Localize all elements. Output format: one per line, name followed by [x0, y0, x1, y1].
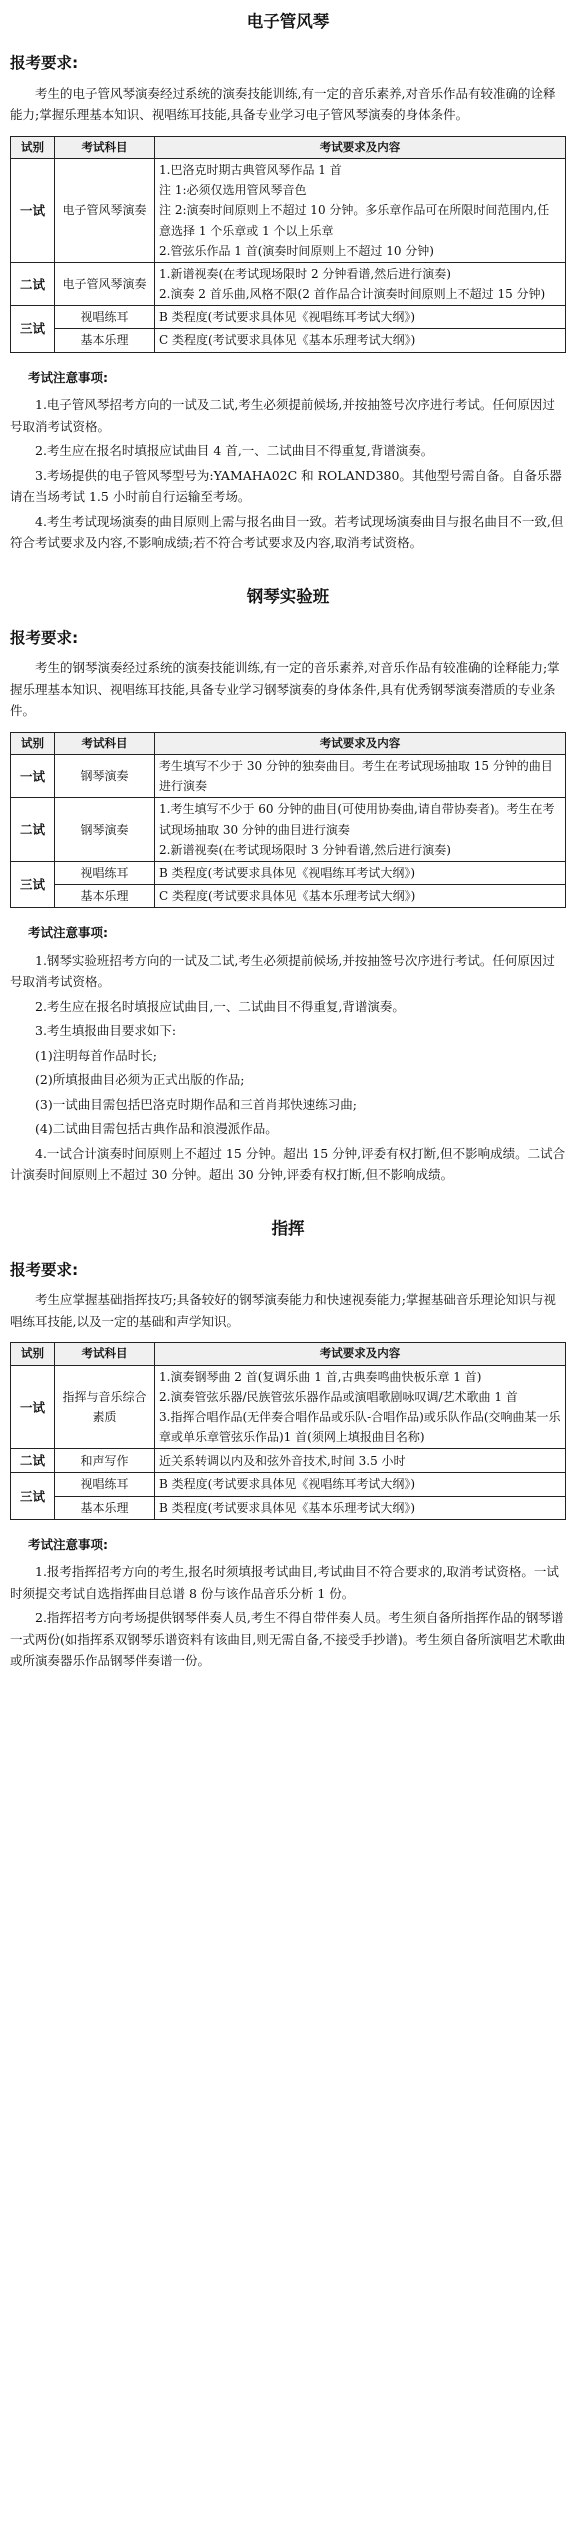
notes-heading: 考试注意事项: [28, 369, 108, 385]
note-item: (4)二试曲目需包括古典作品和浪漫派作品。 [35, 1121, 278, 1137]
round-cell: 三试 [11, 861, 55, 907]
requirement-line: 2.管弦乐作品 1 首(演奏时间原则上不超过 10 分钟) [159, 243, 434, 258]
note-item: 1.电子管风琴招考方向的一试及二试,考生必须提前候场,并按抽签号次序进行考试。任何原因过号取消考试资格。 [10, 397, 555, 434]
round-cell: 三试 [11, 306, 55, 352]
requirement-cell [155, 329, 566, 352]
requirement-line: 2.新谱视奏(在考试现场限时 3 分钟看谱,然后进行演奏) [159, 842, 451, 857]
exam-section [10, 10, 566, 575]
requirement-cell [155, 1365, 566, 1449]
requirement-line: 注 2:演奏时间原则上不超过 10 分钟。多乐章作品可在所限时间范围内,任意选择 1 个乐章或 1 个以上乐章 [159, 203, 550, 238]
round-cell: 二试 [11, 262, 55, 305]
table-row [11, 1496, 566, 1519]
subject-cell: 电子管风琴演奏 [55, 159, 155, 263]
requirement-line: 3.指挥合唱作品(无伴奏合唱作品或乐队-合唱作品)或乐队作品(交响曲某一乐章或单乐章管弦乐作品)1 首(须网上填报曲目名称) [159, 1410, 561, 1445]
note-item: 4.一试合计演奏时间原则上不超过 15 分钟。超出 15 分钟,评委有权打断,但不影响成绩。二试合计演奏时间原则上不超过 30 分钟。超出 30 分钟,评委有权打断,但不影响成绩。 [10, 1145, 566, 1183]
requirement-line: 1.考生填写不少于 60 分钟的曲目(可使用协奏曲,请自带协奏者)。考生在考试现场抽取 30 分钟的曲目进行演奏 [159, 802, 555, 837]
column-header: 考试科目 [55, 732, 155, 754]
subject-cell: 基本乐理 [55, 329, 155, 352]
exam-table [10, 732, 566, 908]
exam-table-body [11, 755, 566, 908]
table-row [11, 329, 566, 352]
subject-cell: 视唱练耳 [55, 306, 155, 329]
requirement-cell [155, 861, 566, 884]
subject-cell: 基本乐理 [55, 1496, 155, 1519]
section-spacer [10, 557, 566, 575]
round-cell: 二试 [11, 798, 55, 861]
table-row [11, 1449, 566, 1473]
requirement-cell [155, 1449, 566, 1473]
note-item: 2.考生应在报名时填报应试曲目,一、二试曲目不得重复,背谱演奏。 [35, 998, 405, 1014]
requirements-paragraph: 考生应掌握基础指挥技巧;具备较好的钢琴演奏能力和快速视奏能力;掌握基础音乐理论知识与视唱练耳技能,以及一定的基础和声学知识。 [10, 1292, 556, 1329]
note-item: (2)所填报曲目必须为正式出版的作品; [35, 1072, 245, 1088]
table-row [11, 262, 566, 305]
note-item: 4.考生考试现场演奏的曲目原则上需与报名曲目一致。若考试现场演奏曲目与报名曲目不一致,但符合考试要求及内容,不影响成绩;若不符合考试要求及内容,取消考试资格。 [10, 513, 564, 550]
requirement-line: B 类程度(考试要求具体见《视唱练耳考试大纲》) [159, 310, 415, 325]
subject-cell: 视唱练耳 [55, 1473, 155, 1496]
requirement-line: 1.演奏钢琴曲 2 首(复调乐曲 1 首,古典奏鸣曲快板乐章 1 首) [159, 1369, 482, 1384]
table-row [11, 1365, 566, 1449]
exam-section [10, 1217, 566, 1672]
notes-heading: 考试注意事项: [28, 925, 108, 941]
requirement-cell [155, 262, 566, 305]
table-row [11, 798, 566, 861]
round-cell: 三试 [11, 1473, 55, 1519]
subject-cell: 电子管风琴演奏 [55, 262, 155, 305]
requirement-line: 2.演奏 2 首乐曲,风格不限(2 首作品合计演奏时间原则上不超过 15 分钟) [159, 287, 546, 302]
table-row [11, 861, 566, 884]
table-row [11, 885, 566, 908]
requirements-heading: 报考要求: [10, 1260, 79, 1279]
round-cell: 二试 [11, 1449, 55, 1473]
section-title: 电子管风琴 [246, 12, 330, 31]
column-header: 考试科目 [55, 136, 155, 158]
subject-cell: 基本乐理 [55, 885, 155, 908]
requirement-cell [155, 1496, 566, 1519]
header-row [11, 732, 566, 754]
requirement-line: B 类程度(考试要求具体见《视唱练耳考试大纲》) [159, 1477, 415, 1492]
requirements-paragraph: 考生的钢琴演奏经过系统的演奏技能训练,有一定的音乐素养,对音乐作品有较准确的诠释能力;掌握乐理基本知识、视唱练耳技能,具备专业学习钢琴演奏的身体条件,具有优秀钢琴演奏潜质的专业条件。 [10, 660, 560, 719]
note-item: (3)一试曲目需包括巴洛克时期作品和三首肖邦快速练习曲; [35, 1096, 357, 1112]
exam-table-header [11, 732, 566, 754]
column-header: 考试要求及内容 [155, 1343, 566, 1365]
requirement-cell [155, 159, 566, 263]
subject-cell: 和声写作 [55, 1449, 155, 1473]
subject-cell: 指挥与音乐综合素质 [55, 1365, 155, 1449]
column-header: 试别 [11, 732, 55, 754]
column-header: 试别 [11, 136, 55, 158]
round-cell: 一试 [11, 755, 55, 798]
column-header: 试别 [11, 1343, 55, 1365]
exam-section [10, 585, 566, 1207]
note-item: 3.考场提供的电子管风琴型号为:YAMAHA02C 和 ROLAND380。其他型号需自备。自备乐器请在当场考试 1.5 小时前自行运输至考场。 [10, 467, 562, 504]
requirement-cell [155, 1473, 566, 1496]
table-row [11, 159, 566, 263]
requirement-line: C 类程度(考试要求具体见《基本乐理考试大纲》) [159, 333, 416, 348]
section-spacer [10, 1189, 566, 1207]
header-row [11, 1343, 566, 1365]
requirement-cell [155, 306, 566, 329]
note-item: 1.钢琴实验班招考方向的一试及二试,考生必须提前候场,并按抽签号次序进行考试。任何原因过号取消考试资格。 [10, 952, 555, 990]
note-item: 1.报考指挥招考方向的考生,报名时须填报考试曲目,考试曲目不符合要求的,取消考试资格。一试时须提交考试自选指挥曲目总谱 8 份与该作品音乐分析 1 份。 [10, 1564, 559, 1601]
exam-table [10, 1342, 566, 1519]
requirement-line: 注 1:必须仅选用管风琴音色 [159, 183, 307, 198]
note-item: 2.考生应在报名时填报应试曲目 4 首,一、二试曲目不得重复,背谱演奏。 [35, 443, 434, 458]
column-header: 考试要求及内容 [155, 136, 566, 158]
requirement-line: 近关系转调以内及和弦外音技术,时间 3.5 小时 [159, 1453, 406, 1468]
table-row [11, 755, 566, 798]
section-title: 指挥 [271, 1218, 305, 1238]
exam-table-body [11, 1365, 566, 1519]
note-item: (1)注明每首作品时长; [35, 1047, 157, 1063]
table-row [11, 306, 566, 329]
requirement-cell [155, 885, 566, 908]
requirement-line: C 类程度(考试要求具体见《基本乐理考试大纲》) [159, 889, 416, 904]
requirement-line: 2.演奏管弦乐器/民族管弦乐器作品或演唱歌剧咏叹调/艺术歌曲 1 首 [159, 1389, 518, 1404]
subject-cell: 视唱练耳 [55, 861, 155, 884]
requirements-heading: 报考要求: [10, 54, 79, 73]
section-title: 钢琴实验班 [246, 586, 330, 606]
requirement-cell [155, 798, 566, 861]
column-header: 考试科目 [55, 1343, 155, 1365]
notes-heading: 考试注意事项: [28, 1536, 108, 1552]
note-item: 3.考生填报曲目要求如下: [35, 1023, 177, 1039]
requirements-paragraph: 考生的电子管风琴演奏经过系统的演奏技能训练,有一定的音乐素养,对音乐作品有较准确的诠释能力;掌握乐理基本知识、视唱练耳技能,具备专业学习电子管风琴演奏的身体条件。 [10, 85, 556, 123]
header-row [11, 136, 566, 158]
requirement-line: 考生填写不少于 30 分钟的独奏曲目。考生在考试现场抽取 15 分钟的曲目进行演奏 [159, 759, 553, 794]
column-header: 考试要求及内容 [155, 732, 566, 754]
exam-table-header [11, 136, 566, 158]
requirement-line: B 类程度(考试要求具体见《基本乐理考试大纲》) [159, 1500, 415, 1515]
subject-cell: 钢琴演奏 [55, 755, 155, 798]
requirements-heading: 报考要求: [10, 628, 79, 647]
requirement-cell [155, 755, 566, 798]
table-row [11, 1473, 566, 1496]
requirement-line: 1.巴洛克时期古典管风琴作品 1 首 [159, 163, 342, 178]
requirement-line: B 类程度(考试要求具体见《视唱练耳考试大纲》) [159, 865, 415, 880]
exam-table-body [11, 159, 566, 352]
round-cell: 一试 [11, 1365, 55, 1449]
requirement-line: 1.新谱视奏(在考试现场限时 2 分钟看谱,然后进行演奏) [159, 266, 451, 281]
round-cell: 一试 [11, 159, 55, 263]
subject-cell: 钢琴演奏 [55, 798, 155, 861]
note-item: 2.指挥招考方向考场提供钢琴伴奏人员,考生不得自带伴奏人员。考生须自备所指挥作品的钢琴谱一式两份(如指挥系双钢琴乐谱资料有该曲目,则无需自备,不接受手抄谱)。考生须自备所演唱艺术歌曲或所演奏器乐作品钢琴伴奏谱一份。 [10, 1610, 566, 1669]
exam-table-header [11, 1343, 566, 1365]
exam-table [10, 136, 566, 353]
